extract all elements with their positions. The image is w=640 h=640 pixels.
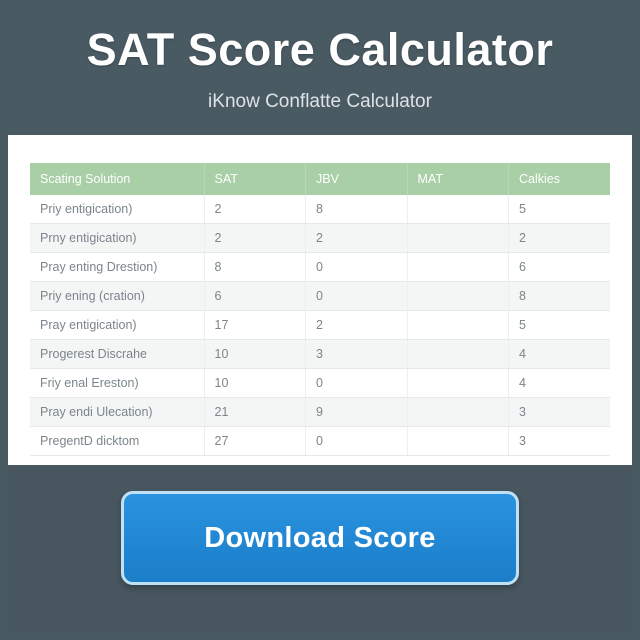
table-cell-label: Prny entigication) (30, 224, 204, 253)
table-cell-label: PregentD dicktom (30, 427, 204, 456)
page-subtitle: iKnow Conflatte Calculator (208, 91, 432, 113)
download-score-button[interactable]: Download Score (121, 491, 519, 585)
table-cell-label: Priy entigication) (30, 195, 204, 224)
table-cell-mat (407, 253, 509, 282)
table-cell-jbv: 0 (306, 427, 408, 456)
table-column-header[interactable]: Calkies (509, 163, 611, 195)
table-column-header[interactable]: MAT (407, 163, 509, 195)
score-table (30, 163, 610, 456)
table-cell-calkies: 5 (509, 311, 611, 340)
page-footer (8, 465, 632, 611)
table-cell-jbv: 0 (306, 282, 408, 311)
table-cell-jbv: 2 (306, 224, 408, 253)
score-table-panel (8, 135, 632, 465)
table-cell-mat (407, 195, 509, 224)
table-row[interactable] (30, 427, 610, 456)
table-cell-calkies: 4 (509, 340, 611, 369)
table-row[interactable] (30, 340, 610, 369)
table-row[interactable] (30, 398, 610, 427)
table-column-header[interactable]: Scating Solution (30, 163, 204, 195)
table-row[interactable] (30, 195, 610, 224)
table-header-row (30, 163, 610, 195)
table-cell-sat: 27 (204, 427, 306, 456)
page-header (8, 8, 632, 135)
table-row[interactable] (30, 224, 610, 253)
table-cell-sat: 10 (204, 340, 306, 369)
table-cell-jbv: 3 (306, 340, 408, 369)
table-cell-jbv: 9 (306, 398, 408, 427)
table-cell-jbv: 0 (306, 369, 408, 398)
table-cell-calkies: 3 (509, 427, 611, 456)
table-cell-sat: 10 (204, 369, 306, 398)
table-cell-mat (407, 311, 509, 340)
table-cell-mat (407, 369, 509, 398)
table-cell-sat: 8 (204, 253, 306, 282)
table-body (30, 195, 610, 456)
table-cell-sat: 6 (204, 282, 306, 311)
table-cell-sat: 2 (204, 224, 306, 253)
table-cell-sat: 2 (204, 195, 306, 224)
table-column-header[interactable]: SAT (204, 163, 306, 195)
table-cell-label: Priy ening (cration) (30, 282, 204, 311)
table-cell-mat (407, 282, 509, 311)
table-cell-label: Pray entigication) (30, 311, 204, 340)
table-cell-jbv: 0 (306, 253, 408, 282)
table-cell-sat: 17 (204, 311, 306, 340)
table-cell-jbv: 2 (306, 311, 408, 340)
table-cell-label: Progerest Discrahe (30, 340, 204, 369)
table-cell-mat (407, 427, 509, 456)
table-cell-calkies: 3 (509, 398, 611, 427)
table-row[interactable] (30, 253, 610, 282)
table-cell-calkies: 6 (509, 253, 611, 282)
table-cell-mat (407, 224, 509, 253)
table-row[interactable] (30, 282, 610, 311)
table-cell-label: Pray endi Ulecation) (30, 398, 204, 427)
table-column-header[interactable]: JBV (306, 163, 408, 195)
table-row[interactable] (30, 311, 610, 340)
table-cell-label: Friy enal Ereston) (30, 369, 204, 398)
table-cell-mat (407, 340, 509, 369)
table-cell-calkies: 2 (509, 224, 611, 253)
table-cell-label: Pray enting Drestion) (30, 253, 204, 282)
table-cell-calkies: 5 (509, 195, 611, 224)
table-row[interactable] (30, 369, 610, 398)
table-cell-calkies: 4 (509, 369, 611, 398)
page-title: SAT Score Calculator (86, 24, 554, 75)
table-cell-mat (407, 398, 509, 427)
table-cell-jbv: 8 (306, 195, 408, 224)
table-cell-calkies: 8 (509, 282, 611, 311)
table-cell-sat: 21 (204, 398, 306, 427)
